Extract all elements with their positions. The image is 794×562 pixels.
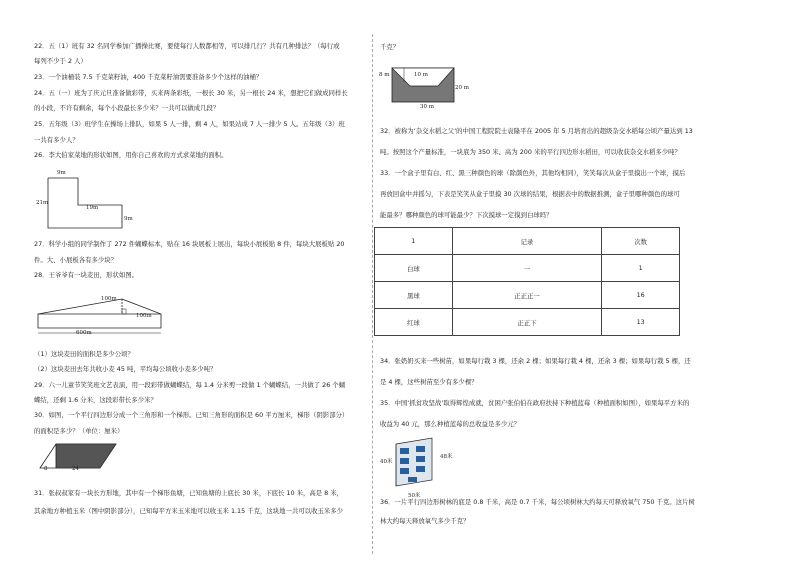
q22-line1: 22．五（1）班有 32 名同学参加广播操比赛，要使每行人数都相等，可以排几行？共有几种排法？（每行或 <box>34 42 340 50</box>
q32-line2: 吨。按照这个产量标准，一块底为 350 米、高为 200 米的平行四边形水稻田，可以收获杂交水稻多少吨？ <box>380 148 681 156</box>
q29-line1: 29．六一儿童节笑笑班文艺表演，用一段彩带做蝴蝶结，每 1.4 分米剪一段做 1 个蝴蝶结，一共做了 26 个蝴 <box>34 381 346 389</box>
q28: 28．王爷爷有一块麦田，形状如图。 <box>34 271 138 279</box>
table-cell: 16 <box>602 282 680 309</box>
table-cell: 红球 <box>375 309 453 336</box>
q36-line2: 林大约每天释放氧气多少千克？ <box>380 517 470 525</box>
table-cell: 黑球 <box>375 282 453 309</box>
q24-line2: 的小段，不许有剩余，每个小段最长多少米？一共可以做成几段？ <box>34 104 220 112</box>
column-divider <box>372 34 373 554</box>
q24-line1: 24．五（一）班为了庆元旦准备做彩带，买来两条彩纸，一根长 30 米，另一根长 24 米，想把它们做成同样长 <box>34 89 348 97</box>
fig31-right-label: 20 m <box>455 85 469 91</box>
table-header-cell: 记录 <box>452 228 602 255</box>
q33-line3: 能最多？哪种颜色的球可能最少？下次摸球一定摸到白球吗？ <box>380 211 553 219</box>
fig31-bottom-label: 30 m <box>420 104 434 110</box>
q31-line2: 其余地方种植玉米（图中阴影部分），已知每平方米玉米地可以收玉米 1.15 千克，这块地一共可以收玉米多少 <box>34 507 344 515</box>
fig30-label-24: 24 <box>72 466 79 472</box>
q28-sub2: （2）这块麦田去年共收小麦 45 吨，平均每公顷收小麦多少吨？ <box>34 365 217 373</box>
fig31-top-label: 10 m <box>414 72 428 78</box>
q34-line1: 34．张奶奶买来一些树苗，如果每行栽 3 棵，还余 2 棵；如果每行栽 4 棵，还余 3 棵；如果每行栽 5 棵，还 <box>380 357 691 365</box>
q27-line2: 件。大、小展板各有多少块？ <box>34 256 118 264</box>
table-header-row <box>375 228 680 255</box>
q26: 26．李大伯家菜地的形状如图，用你自己喜欢的方式求菜地的面积。 <box>34 151 228 159</box>
table-cell: 白球 <box>375 255 453 282</box>
table-row <box>375 255 680 282</box>
table-header-cell: 1 <box>375 228 453 255</box>
fig35-left-label: 40米 <box>380 459 393 465</box>
fig28-top-label: 100m <box>101 296 117 302</box>
blueberry-field-figure <box>392 436 438 490</box>
table-row <box>375 282 680 309</box>
q30-line2: 的面积是多少？（单位：厘米） <box>34 427 124 435</box>
fig26-right-label: 9m <box>124 216 133 222</box>
fig35-bottom-label: 50米 <box>408 493 421 499</box>
table-cell: 正正下 <box>452 309 602 336</box>
fig31-left-label: 8 m <box>379 72 390 78</box>
table-cell: 正正正一 <box>452 282 602 309</box>
q25-line1: 25．五年级（3）班学生在操场上排队，如果 5 人一排，剩 4 人，如果站成 7 人一排少 5 人。五年级（3）班 <box>34 120 345 128</box>
vegetable-plot-figure <box>34 168 144 234</box>
q28-sub1: （1）这块麦田的面积是多少公顷？ <box>34 350 134 358</box>
q29-line2: 蝶结，还剩 1.6 分米，这段彩带长多少米？ <box>34 396 157 404</box>
fig28-bottom-label: 600m <box>76 330 92 336</box>
q23: 23．一个油桶装 7.5 千克菜籽油，400 千克菜籽油需要准备多少个这样的油桶？ <box>34 73 263 81</box>
q30-line1: 30．如图，一个平行四边形分成一个三角形和一个梯形。已知三角形的面积是 60 平方厘米，梯形（阴影部分） <box>34 411 349 419</box>
ball-results-table <box>374 227 680 336</box>
fig35-right-label: 48米 <box>440 454 453 460</box>
q31-line3: 千克？ <box>380 43 400 51</box>
q35-line2: 收益为 40 元，那么种植蓝莓的总收益是多少元？ <box>380 420 521 428</box>
q22-line2: 每列不少于 2 人） <box>34 57 87 65</box>
q34-line2: 是 4 棵，这些树苗至少有多少棵？ <box>380 378 478 386</box>
fig26-mid-label: 19m <box>86 205 99 211</box>
fig26-left-label: 21m <box>36 200 49 206</box>
q35-line1: 35．中国‘抓贫攻坚战’取得辉煌成就，贫困户张伯伯在政府扶持下种植蓝莓（种植面积如图），如果每平方米的 <box>380 399 690 407</box>
table-cell: 一 <box>452 255 602 282</box>
table-header-cell: 次数 <box>602 228 680 255</box>
table-row <box>375 309 680 336</box>
q31-line1: 31．张叔叔家有一块长方形地，其中有一个梯形鱼塘，已知鱼塘的上底长 30 米，下底长 10 米，高是 8 米， <box>34 489 344 497</box>
table-cell: 13 <box>602 309 680 336</box>
q27-line1: 27．科学小组的同学制作了 272 件蝴蝶标本，贴在 16 块展板上展出，每块小展板贴 8 件，每块大展板贴 20 <box>34 240 345 248</box>
fig30-label-8: 8 <box>44 466 48 472</box>
q33-line2: 再放回盒中并摇匀，下表是笑笑从盒子里摸 30 次球的结果，根据表中的数据推测，盒子里哪种颜色的球可 <box>380 190 680 198</box>
q32-line1: 32．被称为‘杂交水稻之父’的中国工程院院士袁隆平在 2005 年 5 月培育出的超级杂交水稻每公顷产量达到 13 <box>380 127 693 135</box>
fig26-top-label: 9m <box>57 170 66 176</box>
q33-line1: 33．一个盒子里有白、红、黑三种颜色的球（除颜色外，其他均相同），笑笑每次从盒子里摸出一个球，摸后 <box>380 169 686 177</box>
fig28-right-label: 100m <box>136 313 152 319</box>
q25-line2: 一共有多少人？ <box>34 136 79 144</box>
q36-line1: 36．一片平行四边形树林的底是 0.8 千米，高是 0.7 千米，每公顷树林大约每天可释放氧气 750 千克。这片树 <box>380 498 695 506</box>
table-cell: 1 <box>602 255 680 282</box>
